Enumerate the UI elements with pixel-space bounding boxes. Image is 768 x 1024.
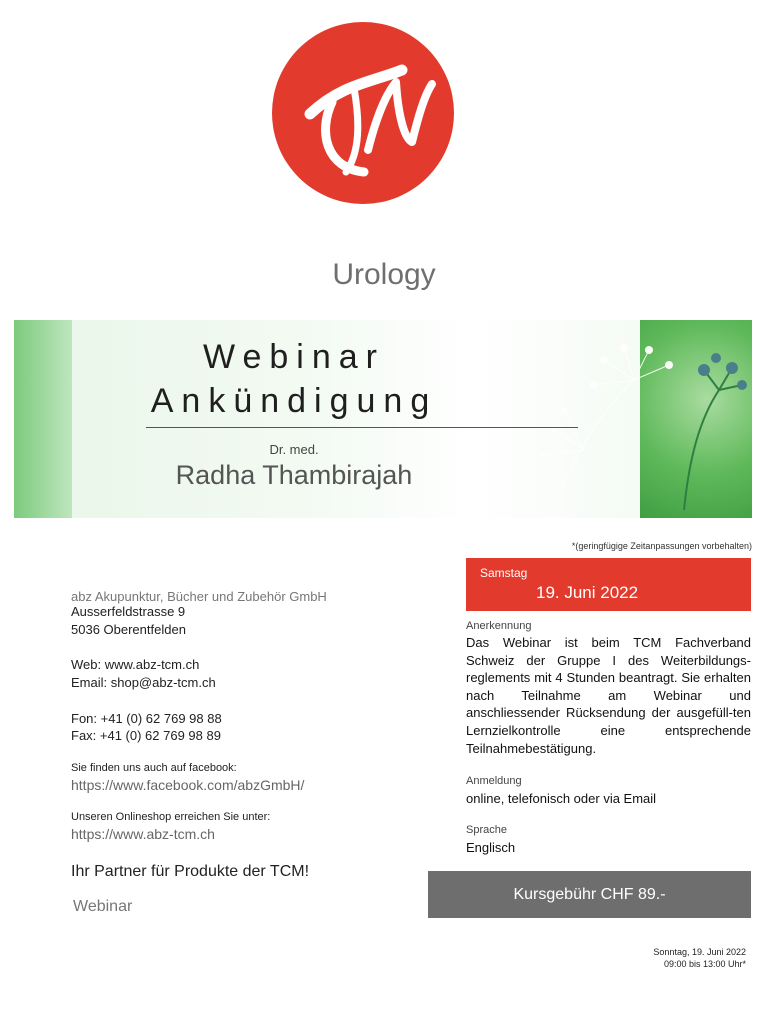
language-text: Englisch bbox=[466, 840, 516, 855]
recognition-label: Anerkennung bbox=[466, 620, 532, 632]
facebook-intro: Sie finden uns auch auf facebook: bbox=[71, 762, 237, 774]
event-date: 19. Juni 2022 bbox=[536, 583, 639, 602]
company-fax: Fax: +41 (0) 62 769 98 89 bbox=[71, 728, 221, 743]
footer-datetime bbox=[653, 946, 746, 970]
category-label: Webinar bbox=[73, 898, 133, 915]
time-adjustment-note: *(geringfügige Zeitanpassungen vorbehalten) bbox=[571, 541, 752, 551]
footer-time: 09:00 bis 13:00 Uhr* bbox=[663, 959, 746, 969]
facebook-link[interactable]: https://www.facebook.com/abzGmbH/ bbox=[71, 777, 305, 793]
banner-title-line2: Ankündigung bbox=[150, 382, 438, 420]
company-street: Ausserfeldstrasse 9 bbox=[71, 604, 186, 619]
registration-label: Anmeldung bbox=[466, 775, 522, 787]
banner-title-line1: Webinar bbox=[203, 338, 385, 376]
tcm-logo bbox=[272, 22, 454, 204]
company-web: Web: www.abz-tcm.ch bbox=[71, 657, 200, 672]
course-fee: Kursgebühr CHF 89.- bbox=[428, 871, 751, 918]
shop-link[interactable]: https://www.abz-tcm.ch bbox=[71, 826, 215, 842]
shop-intro: Unseren Onlineshop erreichen Sie unter: bbox=[71, 811, 271, 823]
partner-slogan: Ihr Partner für Produkte der TCM! bbox=[71, 863, 310, 880]
company-phone: Fon: +41 (0) 62 769 98 88 bbox=[71, 711, 222, 726]
webinar-banner bbox=[14, 320, 752, 518]
footer-date: Sonntag, 19. Juni 2022 bbox=[653, 947, 746, 957]
speaker-name: Radha Thambirajah bbox=[175, 460, 413, 490]
page-topic: Urology bbox=[332, 258, 436, 291]
event-date-box bbox=[466, 558, 751, 611]
recognition-text: Das Webinar ist beim TCM Fachverband Schweiz der Gruppe I des Weiterbildungs-reglements mit 4 Stunden beantragt. Sie erhalten nach Teilnahme am Webinar und anschliessender Rücksendung der ausgefüll-ten Lernzielkontrolle eine entsprechende Teilnahmebestätigung. bbox=[466, 635, 751, 756]
event-day: Samstag bbox=[480, 566, 528, 580]
registration-text: online, telefonisch oder via Email bbox=[466, 791, 657, 806]
banner-divider bbox=[146, 427, 578, 428]
company-name: abz Akupunktur, Bücher und Zubehör GmbH bbox=[71, 589, 327, 604]
language-label: Sprache bbox=[466, 824, 507, 836]
speaker-title: Dr. med. bbox=[269, 442, 319, 457]
tcm-logo-mark bbox=[272, 22, 454, 204]
company-city: 5036 Oberentfelden bbox=[71, 622, 186, 637]
company-email: Email: shop@abz-tcm.ch bbox=[71, 675, 216, 690]
